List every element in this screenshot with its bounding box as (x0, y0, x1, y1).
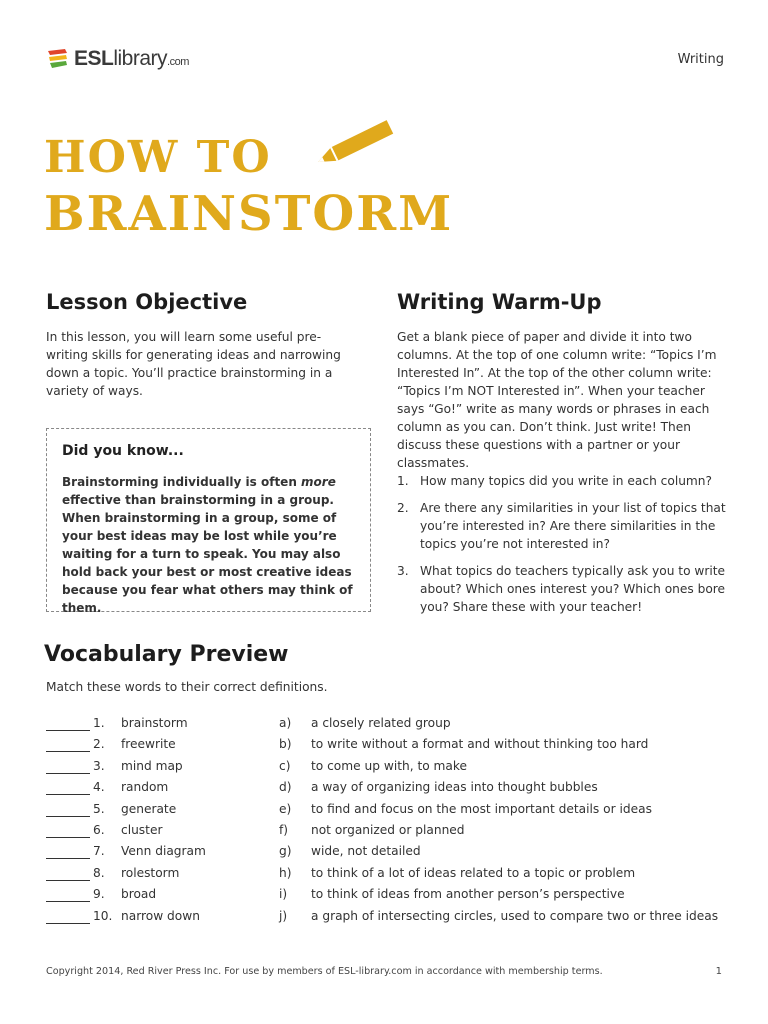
esl-library-logo (46, 46, 189, 72)
vocabulary-preview-heading: Vocabulary Preview (44, 642, 289, 667)
answer-blank[interactable] (46, 794, 90, 795)
answer-blank[interactable] (46, 773, 90, 774)
answer-blank[interactable] (46, 880, 90, 881)
book-stack-icon (46, 47, 70, 71)
lesson-objective-text: In this lesson, you will learn some useful pre-writing skills for generating ideas and narrowing down a topic. You’ll practice brainstorming in a variety of ways. (46, 330, 341, 398)
did-you-know-text: Brainstorming individually is often more effective than brainstorming in a group. When brainstorming in a group, some of your best ideas may be lost while you’re waiting for a turn to speak. You may also hold back your best or most creative ideas because you fear what others may think of them. (62, 475, 353, 615)
vocab-row: 5. generate e) to find and focus on the most important details or ideas (46, 802, 736, 823)
vocab-row: 1. brainstorm a) a closely related group (46, 716, 736, 737)
vocabulary-instructions: Match these words to their correct definitions. (46, 680, 328, 694)
question-item: 3. What topics do teachers typically ask you to write about? Which ones interest you? Which ones bore you? Share these with your teacher! (397, 564, 726, 614)
vocab-row: 4. random d) a way of organizing ideas into thought bubbles (46, 780, 736, 801)
vocabulary-matching-table (46, 716, 736, 930)
answer-blank[interactable] (46, 751, 90, 752)
vocab-row: 8. rolestorm h) to think of a lot of ideas related to a topic or problem (46, 866, 736, 887)
writing-warm-up-heading: Writing Warm-Up (397, 290, 602, 314)
vocab-row: 6. cluster f) not organized or planned (46, 823, 736, 844)
did-you-know-box (46, 428, 371, 615)
title-line-1: HOW TO (44, 132, 272, 183)
lesson-objective-heading: Lesson Objective (46, 290, 248, 314)
page-number: 1 (715, 966, 722, 977)
question-item: 2. Are there any similarities in your list of topics that you’re interested in? Are there similarities in the topics you’re not interested in? (397, 501, 726, 551)
vocab-row: 2. freewrite b) to write without a format and without thinking too hard (46, 737, 736, 758)
did-you-know-title: Did you know... (62, 443, 184, 459)
answer-blank[interactable] (46, 837, 90, 838)
answer-blank[interactable] (46, 816, 90, 817)
question-item: 1. How many topics did you write in each column? (397, 474, 712, 488)
logo-wordmark: ESLlibrary.com (74, 47, 189, 70)
answer-blank[interactable] (46, 858, 90, 859)
section-label: Writing (677, 52, 724, 67)
title-line-2: BRAINSTORM (44, 186, 454, 242)
answer-blank[interactable] (46, 730, 90, 731)
vocab-row: 7. Venn diagram g) wide, not detailed (46, 844, 736, 865)
pencil-icon (310, 118, 402, 170)
vocab-row: 9. broad i) to think of ideas from another person’s perspective (46, 887, 736, 908)
vocab-row: 10. narrow down j) a graph of intersecting circles, used to compare two or three ideas (46, 909, 736, 930)
discussion-questions (397, 472, 727, 625)
footer-copyright: Copyright 2014, Red River Press Inc. For use by members of ESL-library.com in accordance with membership terms. (46, 966, 603, 977)
writing-warm-up-text: Get a blank piece of paper and divide it into two columns. At the top of one column write: “Topics I’m Interested In”. At the top of the other column write: “Topics I’m NOT Interested in”. When your teacher says “Go!” write as many words or phrases in each column as you can. Don’t think. Just write! Then discuss these questions with a partner or your classmates. (397, 330, 717, 470)
vocab-row: 3. mind map c) to come up with, to make (46, 759, 736, 780)
answer-blank[interactable] (46, 923, 90, 924)
answer-blank[interactable] (46, 901, 90, 902)
